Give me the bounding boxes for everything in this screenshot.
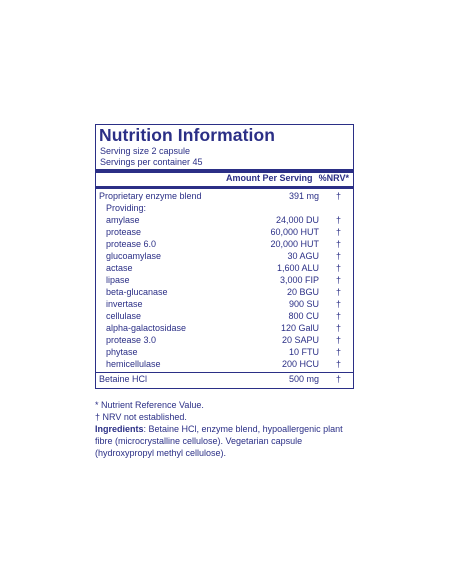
nutrient-name: protease 6.0 xyxy=(106,239,157,249)
nutrient-amount: 500 mg xyxy=(288,374,319,384)
nutrient-nrv: † xyxy=(335,335,341,345)
header-top-rule xyxy=(96,169,353,173)
nutrient-name: phytase xyxy=(106,347,138,357)
table-row xyxy=(96,287,353,299)
footnote-not-established: † NRV not established. xyxy=(95,412,187,422)
nutrient-name: beta-glucanase xyxy=(106,287,168,297)
nutrient-amount: 1,600 ALU xyxy=(276,263,319,273)
table-row xyxy=(96,335,353,347)
nutrient-name: amylase xyxy=(106,215,140,225)
row-divider xyxy=(96,372,353,373)
nutrient-name: actase xyxy=(106,263,133,273)
nutrient-amount: 10 FTU xyxy=(288,347,319,357)
nutrient-amount: 200 HCU xyxy=(281,359,319,369)
table-row xyxy=(96,239,353,251)
table-row xyxy=(96,323,353,335)
nutrient-amount: 60,000 HUT xyxy=(270,227,319,237)
header-bottom-rule xyxy=(96,186,353,189)
nutrient-name: cellulase xyxy=(106,311,142,321)
nutrient-amount: 24,000 DU xyxy=(275,215,319,225)
table-row xyxy=(96,359,353,371)
nutrient-name: Providing: xyxy=(106,203,147,213)
nutrient-nrv: † xyxy=(335,299,341,309)
nutrient-nrv: † xyxy=(335,239,341,249)
nutrient-nrv: † xyxy=(335,311,341,321)
nutrient-amount: 20,000 HUT xyxy=(270,239,319,249)
table-row xyxy=(96,251,353,263)
nutrient-nrv: † xyxy=(335,359,341,369)
nutrient-nrv: † xyxy=(335,251,341,261)
table-row xyxy=(96,299,353,311)
nutrient-nrv: † xyxy=(335,263,341,273)
nutrient-nrv: † xyxy=(335,215,341,225)
ingredients-list: : Betaine HCl, enzyme blend, hypoallergenic plant fibre (microcrystalline cellulose). Vegetarian capsule (hydroxypropyl methyl cellulose). xyxy=(95,424,343,458)
nutrient-nrv: † xyxy=(335,275,341,285)
table-row xyxy=(96,311,353,323)
footnotes xyxy=(95,399,355,459)
servings-per-container: Servings per container 45 xyxy=(100,157,203,167)
nutrient-amount: 120 GalU xyxy=(280,323,319,333)
table-row xyxy=(96,227,353,239)
nutrient-amount: 20 SAPU xyxy=(281,335,319,345)
serving-size: Serving size 2 capsule xyxy=(100,146,191,156)
panel-title: Nutrition Information xyxy=(99,125,276,145)
ingredients-label: Ingredients xyxy=(95,424,144,434)
nutrient-amount: 800 CU xyxy=(288,311,319,321)
nutrient-name: protease xyxy=(106,227,142,237)
nutrient-amount: 3,000 FIP xyxy=(279,275,319,285)
nutrition-panel xyxy=(95,124,354,389)
nutrient-name: lipase xyxy=(106,275,130,285)
table-row xyxy=(96,215,353,227)
nutrient-amount: 30 AGU xyxy=(287,251,319,261)
table-row xyxy=(96,374,353,386)
nutrient-name: invertase xyxy=(106,299,143,309)
nutrient-nrv: † xyxy=(335,374,341,384)
nutrient-name: Proprietary enzyme blend xyxy=(99,191,202,201)
nutrient-name: glucoamylase xyxy=(106,251,162,261)
nutrient-name: protease 3.0 xyxy=(106,335,157,345)
table-row xyxy=(96,191,353,203)
nutrient-name: Betaine HCl xyxy=(99,374,148,384)
nutrient-nrv: † xyxy=(335,347,341,357)
col-nrv-header: %NRV* xyxy=(318,173,349,183)
nutrient-nrv: † xyxy=(335,191,341,201)
nutrient-nrv: † xyxy=(335,287,341,297)
nutrient-name: hemicellulase xyxy=(106,359,161,369)
table-row xyxy=(96,347,353,359)
table-row xyxy=(96,203,353,215)
ingredients-text xyxy=(95,423,355,459)
nutrient-name: alpha-galactosidase xyxy=(106,323,187,333)
table-row xyxy=(96,263,353,275)
table-row xyxy=(96,275,353,287)
nutrient-amount: 20 BGU xyxy=(286,287,319,297)
nutrient-amount: 900 SU xyxy=(288,299,319,309)
nutrient-nrv: † xyxy=(335,323,341,333)
col-amount-header: Amount Per Serving xyxy=(226,173,313,183)
nutrient-nrv: † xyxy=(335,227,341,237)
nutrient-amount: 391 mg xyxy=(288,191,319,201)
footnote-nrv: * Nutrient Reference Value. xyxy=(95,400,204,410)
